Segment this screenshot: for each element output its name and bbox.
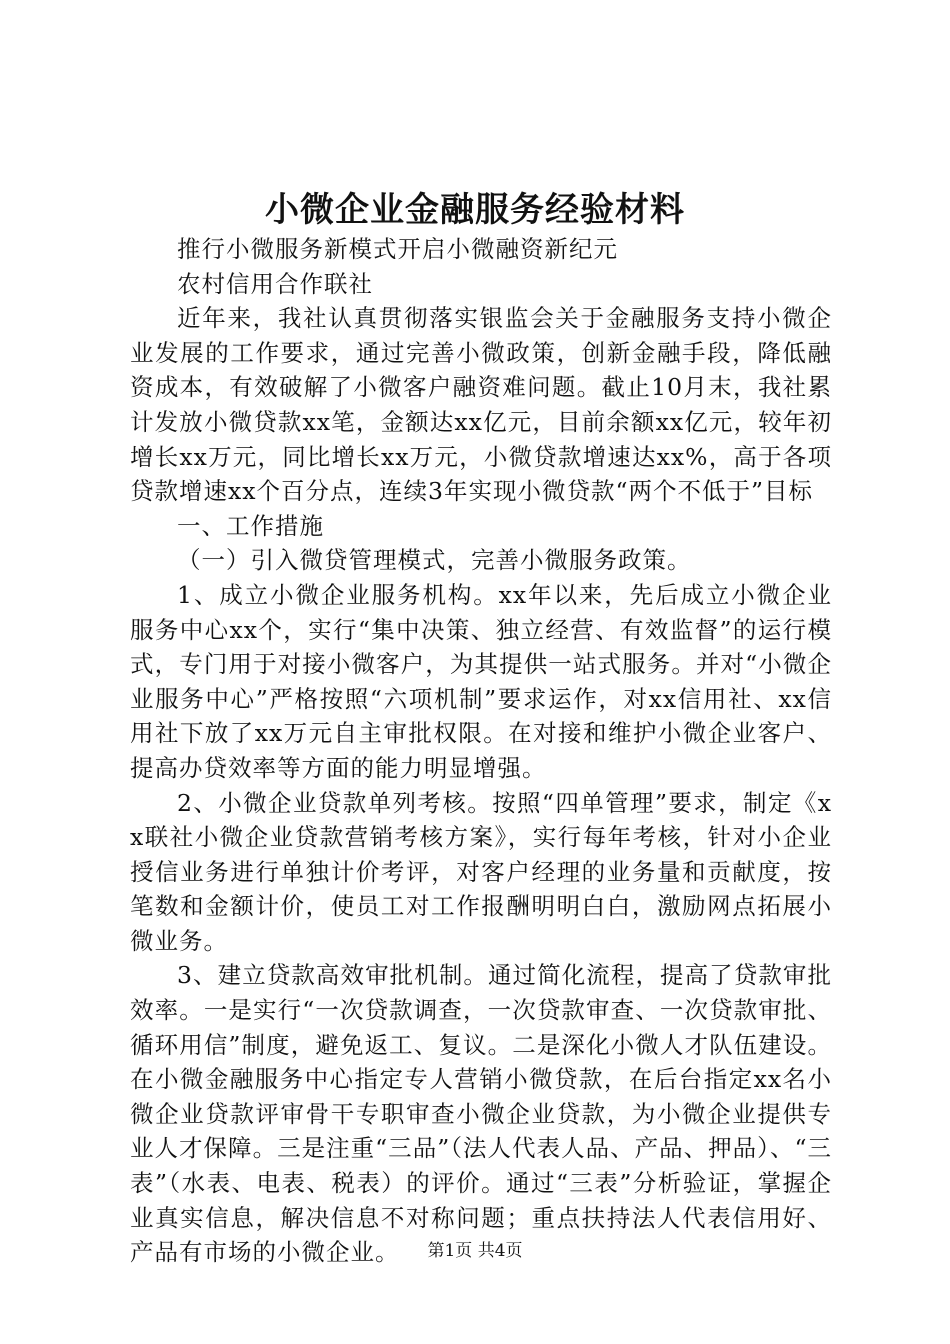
paragraph: 3、建立贷款高效审批机制。通过简化流程，提高了贷款审批效率。一是实行“一次贷款调查，一次贷款审查、一次贷款审批、循环用信”制度，避免返工、复议。二是深化小微人才队伍建设。在小微金融服务中心指定专人营销小微贷款，在后台指定xx名小微企业贷款评审骨干专职审查小微企业贷款，为小微企业提供专业人才保障。三是注重“三品”（法人代表人品、产品、押品）、“三表”（水表、电表、税表）的评价。通过“三表”分析验证，掌握企业真实信息，解决信息不对称问题；重点扶持法人代表信用好、产品有市场的小微企业。	[130, 961, 832, 1267]
document-subtitle: 推行小微服务新模式开启小微融资新纪元	[177, 235, 618, 263]
paragraph: 近年来，我社认真贯彻落实银监会关于金融服务支持小微企业发展的工作要求，通过完善小微政策，创新金融手段，降低融资成本，有效破解了小微客户融资难问题。截止10月末，我社累计发放小微贷款xx笔，金额达xx亿元，目前余额xx亿元，较年初增长xx万元，同比增长xx万元，小微贷款增速达xx%，高于各项贷款增速xx个百分点，连续3年实现小微贷款“两个不低于”目标	[130, 304, 832, 506]
subsection-heading: （一）引入微贷管理模式，完善小微服务政策。	[177, 546, 692, 575]
paragraph: 2、小微企业贷款单列考核。按照“四单管理”要求，制定《xx联社小微企业贷款营销考核方案》，实行每年考核，针对小企业授信业务进行单独计价考评，对客户经理的业务量和贡献度，按笔数和金额计价，使员工对工作报酬明明白白，激励网点拓展小微业务。	[130, 788, 832, 955]
document-author: 农村信用合作联社	[177, 269, 373, 298]
page-footer: 第1页 共4页	[427, 1241, 523, 1261]
paragraph: 1、成立小微企业服务机构。xx年以来，先后成立小微企业服务中心xx个，实行“集中决策、独立经营、有效监督”的运行模式，专门用于对接小微客户，为其提供一站式服务。并对“小微企业服务中心”严格按照“六项机制”要求运作，对xx信用社、xx信用社下放了xx万元自主审批权限。在对接和维护小微企业客户、提高办贷效率等方面的能力明显增强。	[130, 580, 832, 782]
section-heading: 一、工作措施	[177, 511, 324, 540]
document-title: 小微企业金融服务经验材料	[265, 190, 685, 230]
document-body	[130, 232, 832, 1270]
